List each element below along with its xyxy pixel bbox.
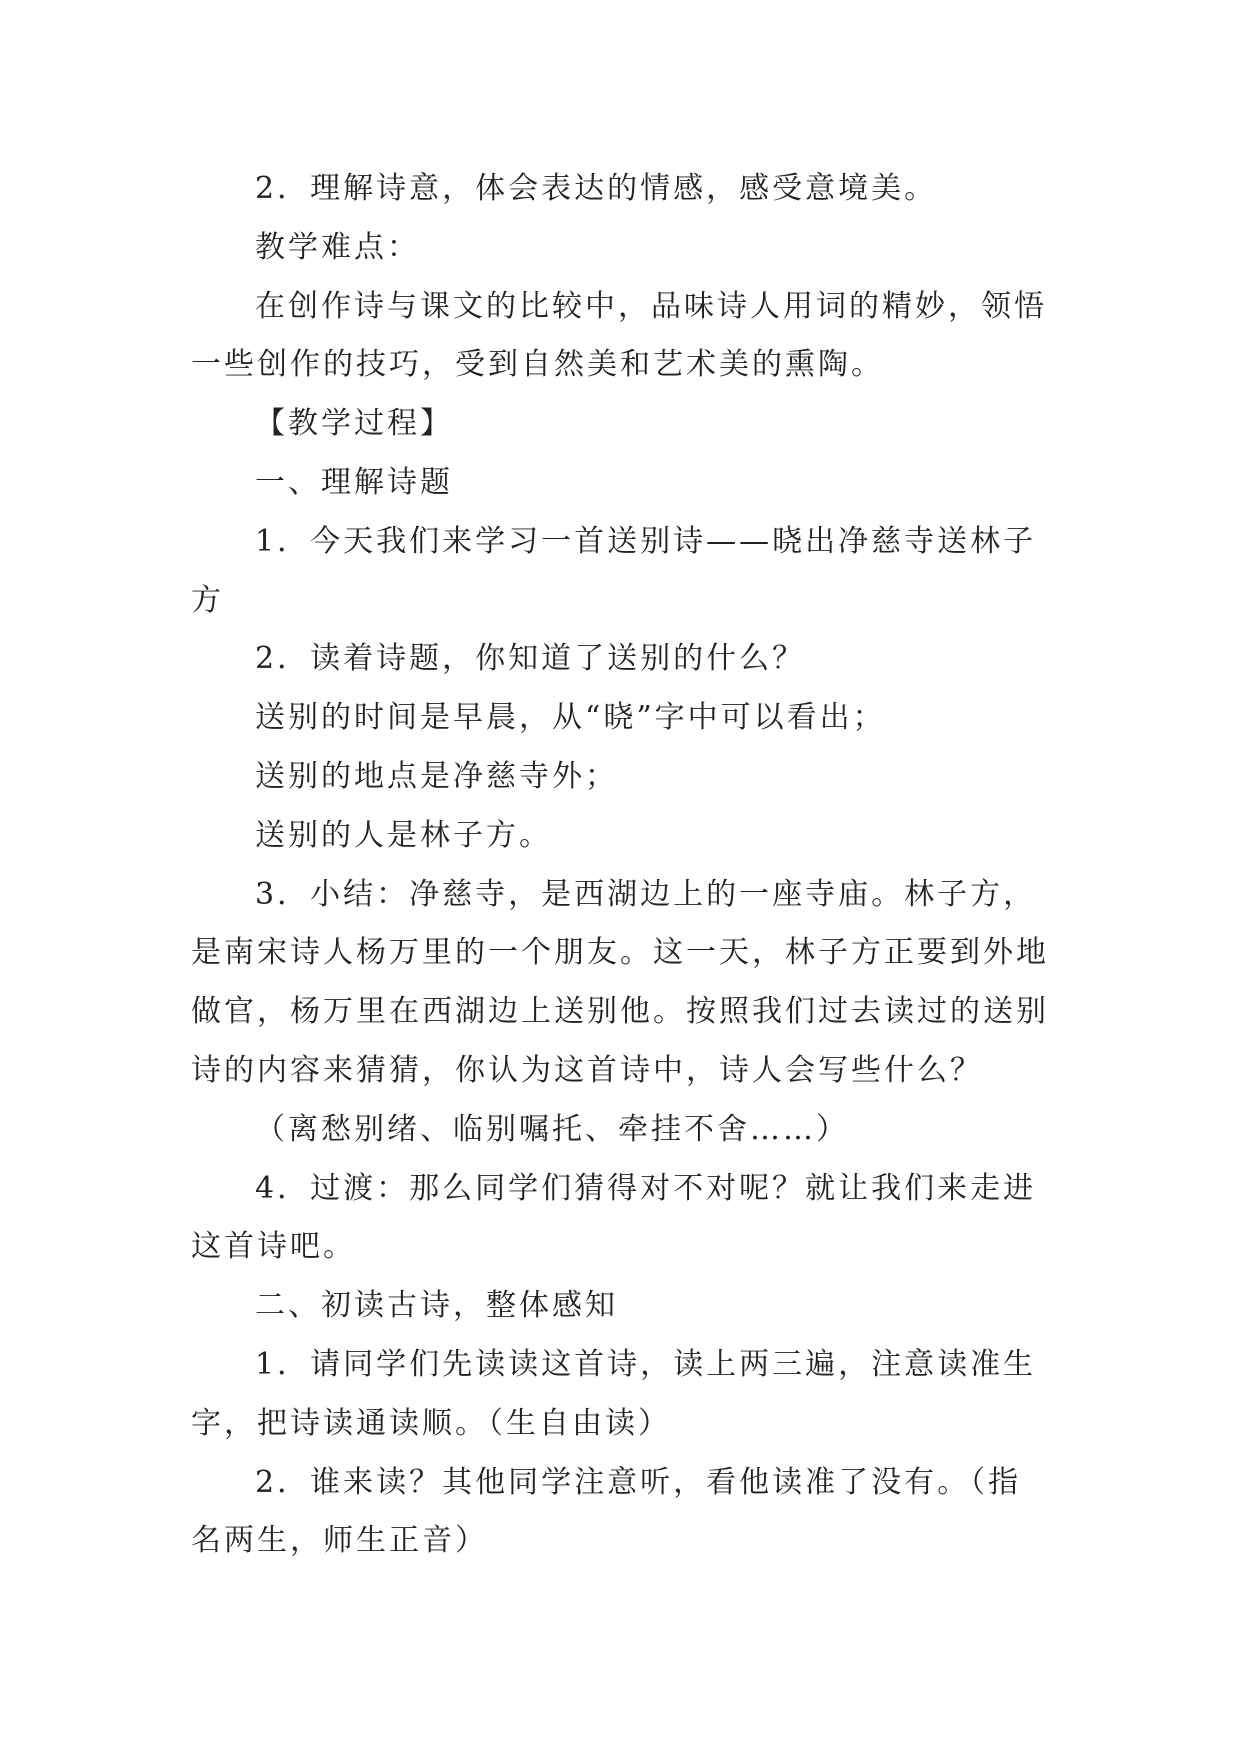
section-2-item-1: 1．请同学们先读读这首诗，读上两三遍，注意读准生字，把诗读通读顺。（生自由读） (191, 1346, 1037, 1441)
difficulty-text: 在创作诗与课文的比较中，品味诗人用词的精妙，领悟一些创作的技巧，受到自然美和艺术美的熏陶。 (191, 288, 1047, 383)
section-1-item-2: 2．读着诗题，你知道了送别的什么？ (255, 641, 806, 677)
document-body (191, 160, 1051, 1571)
section-1-item-4: 4．过渡：那么同学们猜得对不对呢？就让我们来走进这首诗吧。 (191, 1170, 1037, 1265)
answer-time: 送别的时间是早晨，从“晓”字中可以看出； (255, 700, 886, 736)
student-responses: （离愁别绪、临别嘱托、牵挂不舍……） (255, 1111, 849, 1147)
objective-item-2: 2．理解诗意，体会表达的情感，感受意境美。 (255, 171, 938, 206)
process-heading: 【教学过程】 (255, 406, 453, 442)
section-1-item-3: 3．小结：净慈寺，是西湖边上的一座寺庙。林子方，是南宋诗人杨万里的一个朋友。这一天，林子方正要到外地做官，杨万里在西湖边上送别他。按照我们过去读过的送别诗的内容来猜猜，你认为这首诗中，诗人会写些什么？ (191, 876, 1049, 1088)
section-2-item-2: 2．谁来读？其他同学注意听，看他读准了没有。（指名两生，师生正音） (191, 1464, 1022, 1559)
section-2-heading: 二、初读古诗，整体感知 (255, 1288, 618, 1324)
answer-place: 送别的地点是净慈寺外； (255, 758, 618, 794)
section-1-heading: 一、理解诗题 (255, 464, 453, 500)
section-1-item-1: 1．今天我们来学习一首送别诗——晓出净慈寺送林子方 (191, 523, 1037, 618)
difficulty-heading: 教学难点： (255, 229, 420, 265)
answer-person: 送别的人是林子方。 (255, 817, 552, 853)
